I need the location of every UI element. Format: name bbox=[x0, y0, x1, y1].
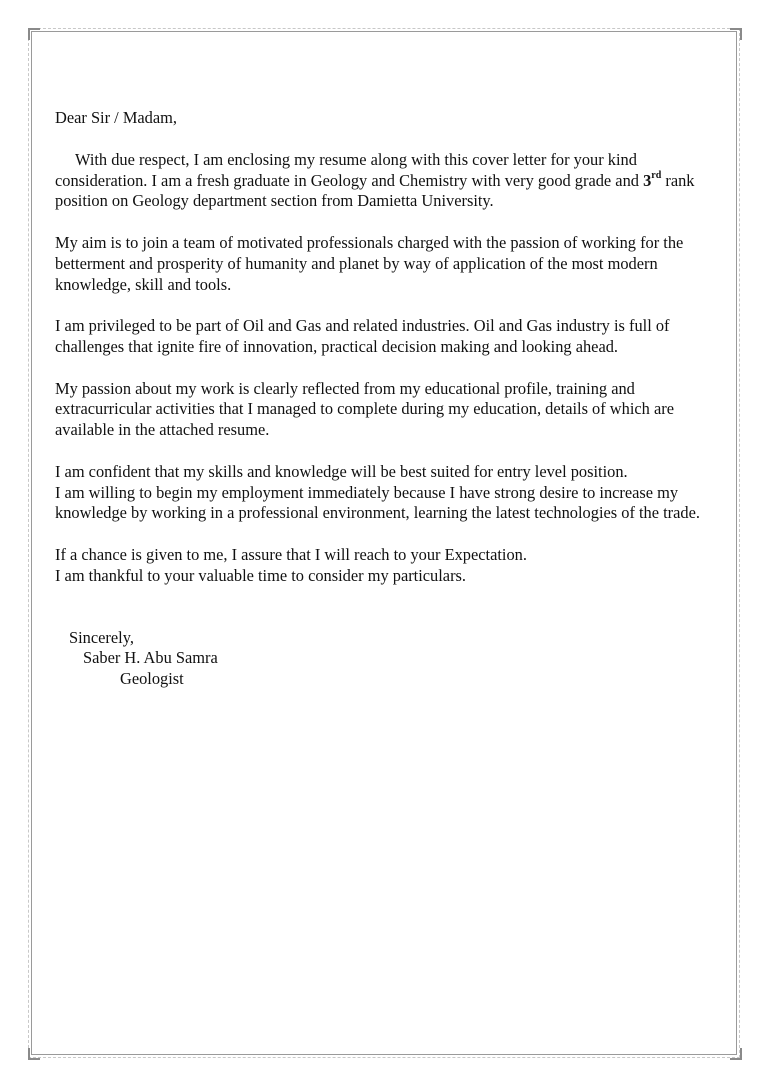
paragraph-willingness: I am willing to begin my employment immediately because I have strong desire to increase my knowledge by working in a professional environment, learning the latest technologies of the trade. bbox=[55, 482, 700, 523]
paragraph-introduction bbox=[55, 150, 720, 212]
signer-title: Geologist bbox=[120, 669, 184, 689]
intro-text-continued: rank position on Geology department section from Damietta University. bbox=[55, 170, 695, 211]
border-corner-bottom-left bbox=[28, 1048, 40, 1060]
border-corner-top-left bbox=[28, 28, 40, 40]
paragraph-industry: I am privileged to be part of Oil and Gas and related industries. Oil and Gas industry is full of challenges that ignite fire of innovation, practical decision making and looking ahead. bbox=[55, 316, 670, 356]
paragraph-aim: My aim is to join a team of motivated professionals charged with the passion of working for the betterment and prosperity of humanity and planet by way of application of the most modern knowledge, skill and tools. bbox=[55, 232, 684, 294]
paragraph-chance: If a chance is given to me, I assure that I will reach to your Expectation. bbox=[55, 544, 527, 564]
closing: Sincerely, bbox=[69, 627, 134, 647]
signer-name: Saber H. Abu Samra bbox=[83, 648, 218, 668]
paragraph-thanks: I am thankful to your valuable time to consider my particulars. bbox=[55, 565, 467, 585]
paragraph-confidence: I am confident that my skills and knowledge will be best suited for entry level position. bbox=[55, 461, 628, 481]
rank-suffix: rd bbox=[651, 169, 662, 181]
paragraph-passion: My passion about my work is clearly reflected from my educational profile, training and extracurricular activities that I managed to complete during my education, details of which are available in the attached resume. bbox=[55, 378, 674, 440]
salutation: Dear Sir / Madam, bbox=[55, 108, 177, 127]
intro-text: With due respect, I am enclosing my resume along with this cover letter for your kind consideration. I am a fresh graduate in Geology and Chemistry with very good grade and bbox=[55, 149, 644, 190]
cover-letter bbox=[55, 108, 720, 690]
signature-block bbox=[55, 628, 720, 690]
border-corner-bottom-right bbox=[730, 1048, 742, 1060]
border-corner-top-right bbox=[730, 28, 742, 40]
rank-number: 3 bbox=[643, 170, 652, 190]
